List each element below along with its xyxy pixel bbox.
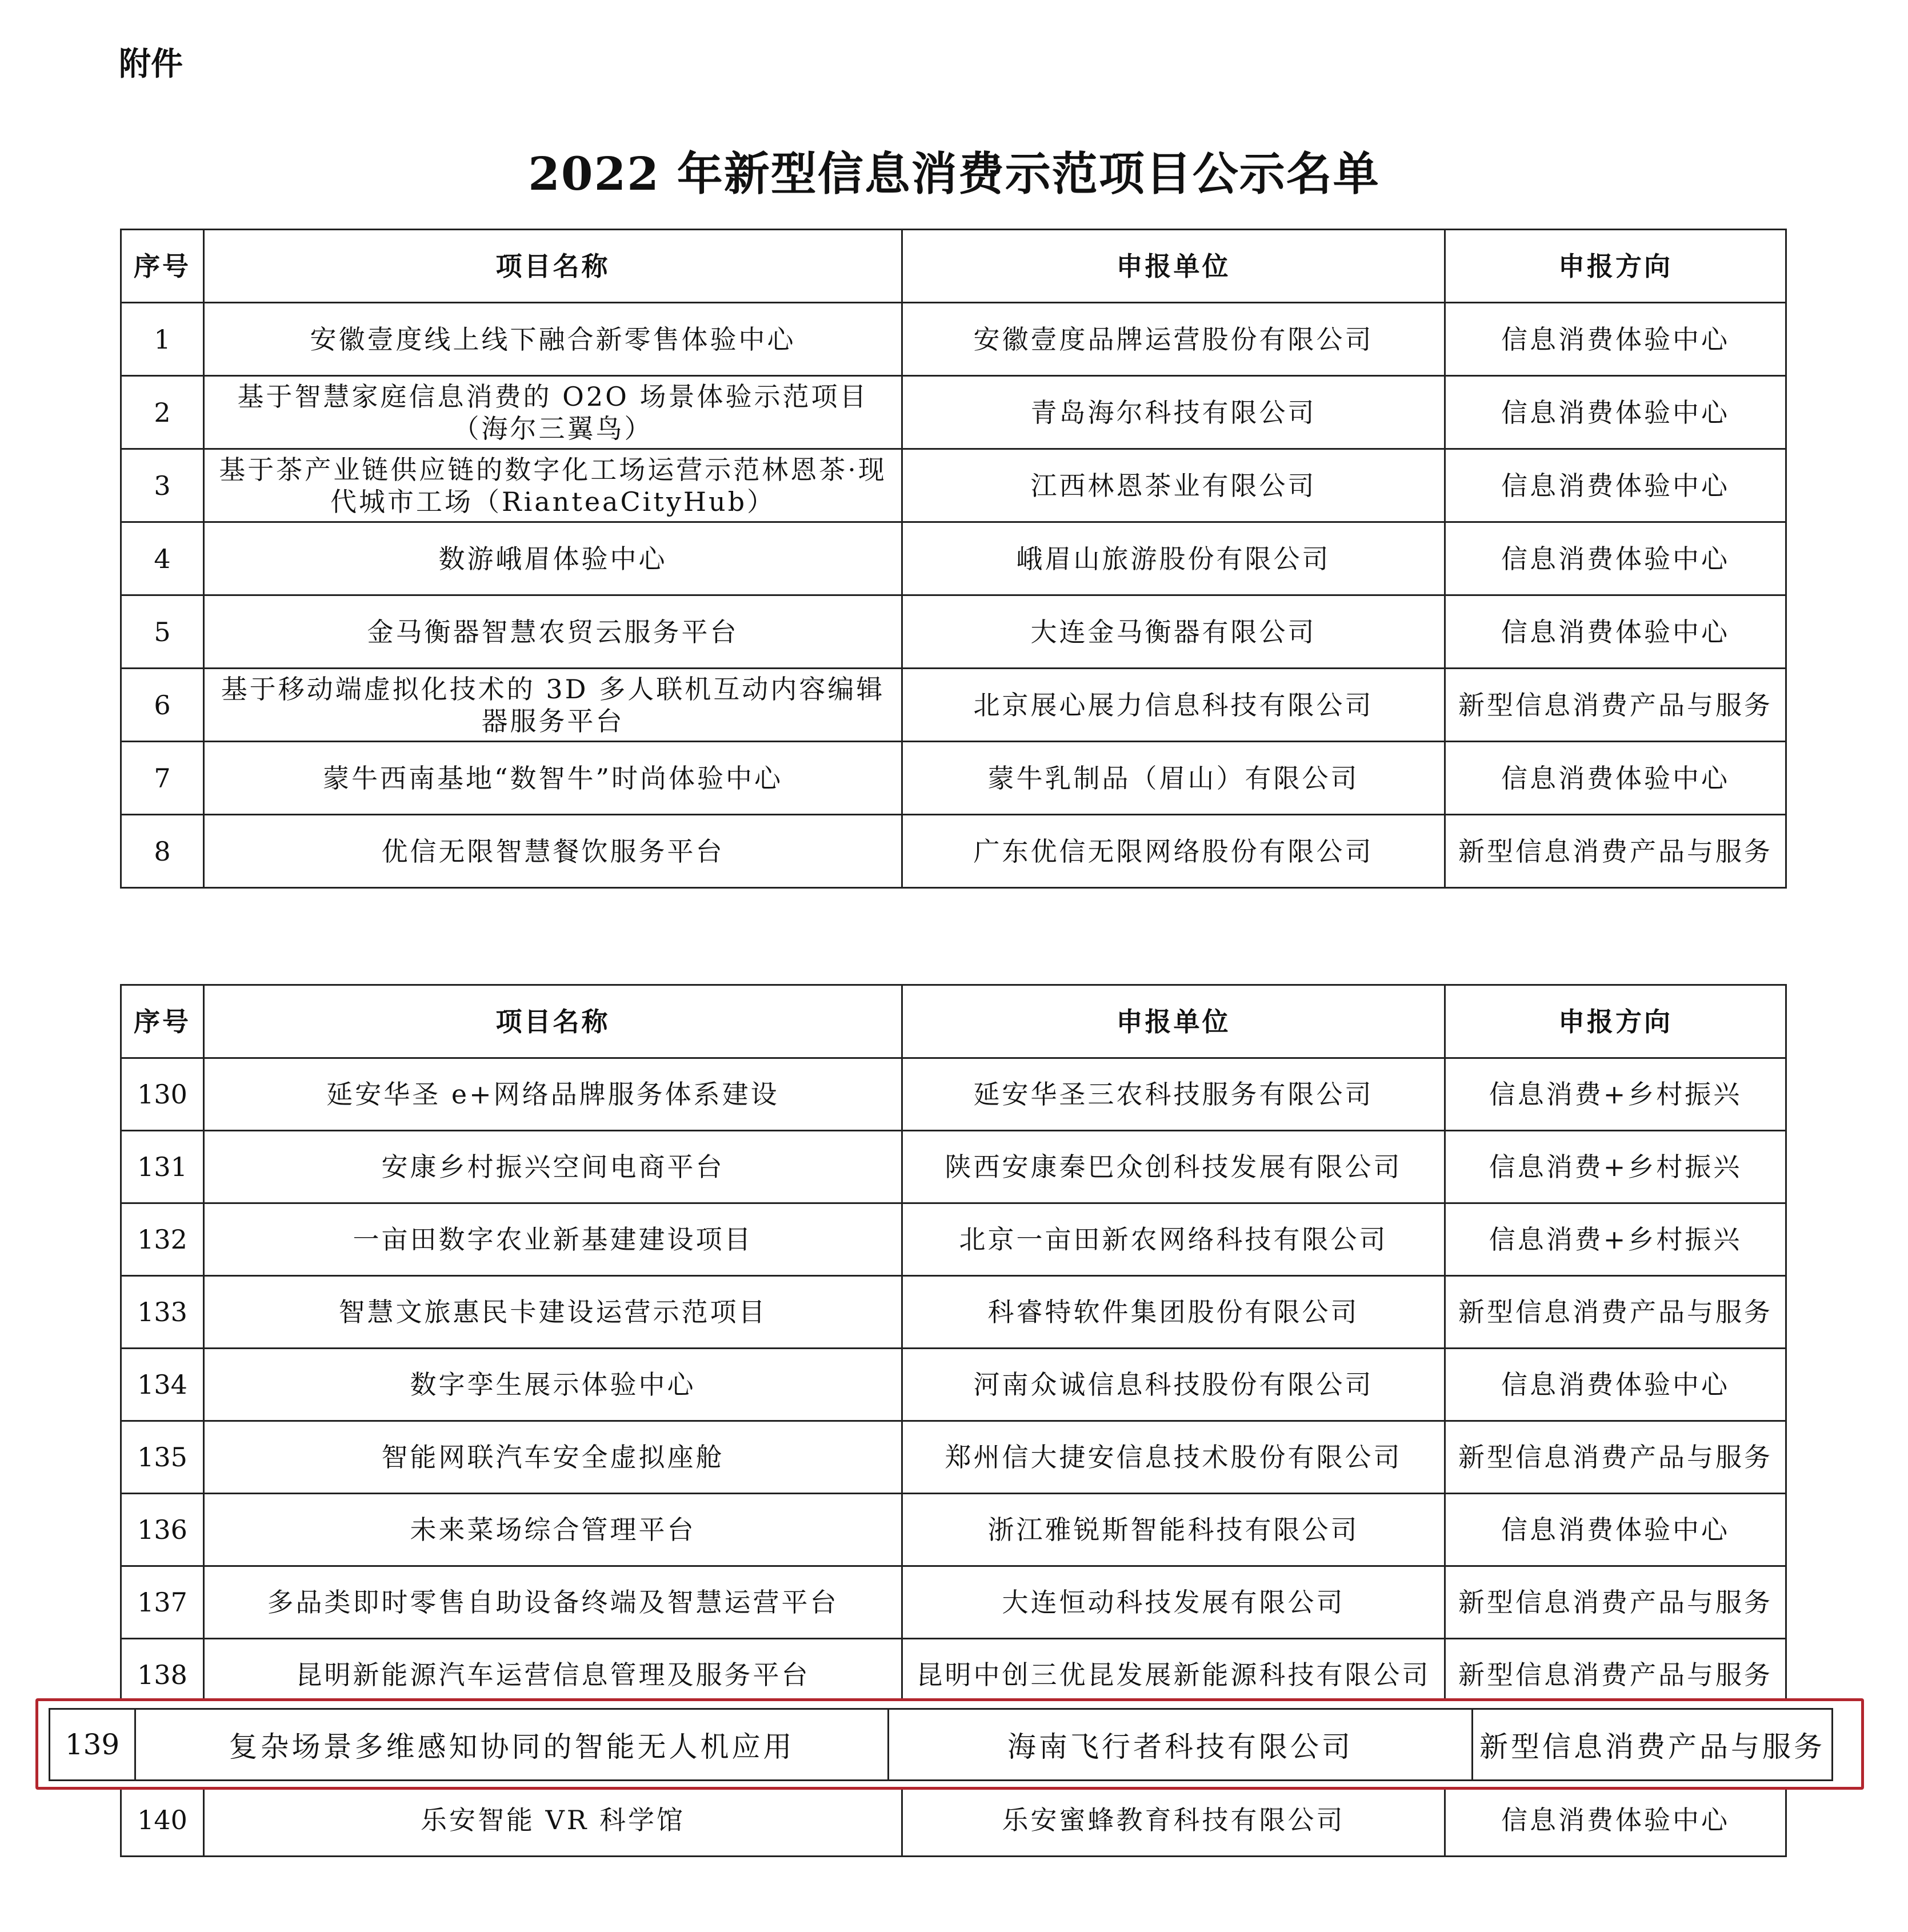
- header-unit: 申报单位: [902, 985, 1445, 1058]
- cell-name: 优信无限智慧餐饮服务平台: [204, 815, 902, 888]
- table-row: [121, 742, 1786, 815]
- cell-direction: 新型信息消费产品与服务: [1445, 1421, 1786, 1494]
- cell-no: 3: [121, 449, 204, 522]
- cell-no: 2: [121, 376, 204, 449]
- cell-name: 昆明新能源汽车运营信息管理及服务平台: [204, 1639, 902, 1711]
- cell-name: 安康乡村振兴空间电商平台: [204, 1131, 902, 1203]
- cell-unit: 广东优信无限网络股份有限公司: [902, 815, 1445, 888]
- cell-direction: 信息消费体验中心: [1445, 1494, 1786, 1566]
- table-row: [121, 522, 1786, 595]
- cell-name: 基于智慧家庭信息消费的 O2O 场景体验示范项目（海尔三翼鸟）: [204, 376, 902, 449]
- cell-no: 132: [121, 1203, 204, 1276]
- table-row: [121, 1203, 1786, 1276]
- table-row: [121, 815, 1786, 888]
- cell-name: 基于移动端虚拟化技术的 3D 多人联机互动内容编辑器服务平台: [204, 669, 902, 742]
- cell-no: 6: [121, 669, 204, 742]
- cell-direction: 信息消费体验中心: [1445, 1784, 1786, 1857]
- table-header-row: [121, 230, 1786, 303]
- highlighted-row: [50, 1709, 1833, 1781]
- cell-no: 137: [121, 1566, 204, 1639]
- highlight-callout: [35, 1698, 1864, 1790]
- cell-no: 4: [121, 522, 204, 595]
- cell-unit: 海南飞行者科技有限公司: [889, 1709, 1473, 1781]
- cell-unit: 浙江雅锐斯智能科技有限公司: [902, 1494, 1445, 1566]
- cell-unit: 大连恒动科技发展有限公司: [902, 1566, 1445, 1639]
- table-header-row: [121, 985, 1786, 1058]
- cell-no: 139: [50, 1709, 135, 1781]
- cell-direction: 信息消费体验中心: [1445, 595, 1786, 669]
- cell-no: 135: [121, 1421, 204, 1494]
- cell-no: 138: [121, 1639, 204, 1711]
- table-row: [121, 669, 1786, 742]
- cell-name: 基于茶产业链供应链的数字化工场运营示范林恩茶·现代城市工场（RianteaCityHub）: [204, 449, 902, 522]
- cell-unit: 北京一亩田新农网络科技有限公司: [902, 1203, 1445, 1276]
- cell-name: 金马衡器智慧农贸云服务平台: [204, 595, 902, 669]
- project-table-1: [120, 229, 1787, 889]
- cell-direction: 信息消费体验中心: [1445, 449, 1786, 522]
- cell-name: 智慧文旅惠民卡建设运营示范项目: [204, 1276, 902, 1349]
- cell-direction: 信息消费+乡村振兴: [1445, 1131, 1786, 1203]
- cell-direction: 新型信息消费产品与服务: [1445, 1276, 1786, 1349]
- cell-name: 未来菜场综合管理平台: [204, 1494, 902, 1566]
- cell-direction: 新型信息消费产品与服务: [1445, 815, 1786, 888]
- cell-name: 安徽壹度线上线下融合新零售体验中心: [204, 303, 902, 376]
- header-name: 项目名称: [204, 985, 902, 1058]
- cell-unit: 大连金马衡器有限公司: [902, 595, 1445, 669]
- cell-unit: 北京展心展力信息科技有限公司: [902, 669, 1445, 742]
- table-row: [121, 1276, 1786, 1349]
- table-row: [121, 1421, 1786, 1494]
- table-row: [121, 1494, 1786, 1566]
- cell-no: 131: [121, 1131, 204, 1203]
- cell-direction: 信息消费体验中心: [1445, 1349, 1786, 1421]
- table-row: [121, 376, 1786, 449]
- cell-direction: 新型信息消费产品与服务: [1445, 1639, 1786, 1711]
- cell-direction: 信息消费+乡村振兴: [1445, 1058, 1786, 1131]
- cell-no: 130: [121, 1058, 204, 1131]
- cell-name: 多品类即时零售自助设备终端及智慧运营平台: [204, 1566, 902, 1639]
- cell-no: 5: [121, 595, 204, 669]
- cell-unit: 陕西安康秦巴众创科技发展有限公司: [902, 1131, 1445, 1203]
- cell-unit: 江西林恩茶业有限公司: [902, 449, 1445, 522]
- table-row: [121, 1784, 1786, 1857]
- attachment-label: 附件: [119, 46, 183, 83]
- header-direction: 申报方向: [1445, 985, 1786, 1058]
- cell-name: 延安华圣 e+网络品牌服务体系建设: [204, 1058, 902, 1131]
- cell-no: 133: [121, 1276, 204, 1349]
- cell-unit: 乐安蜜蜂教育科技有限公司: [902, 1784, 1445, 1857]
- cell-name: 一亩田数字农业新基建建设项目: [204, 1203, 902, 1276]
- table-row: [121, 595, 1786, 669]
- cell-no: 136: [121, 1494, 204, 1566]
- cell-unit: 河南众诚信息科技股份有限公司: [902, 1349, 1445, 1421]
- cell-direction: 新型信息消费产品与服务: [1445, 669, 1786, 742]
- header-name: 项目名称: [204, 230, 902, 303]
- cell-no: 8: [121, 815, 204, 888]
- header-no: 序号: [121, 985, 204, 1058]
- cell-unit: 科睿特软件集团股份有限公司: [902, 1276, 1445, 1349]
- cell-no: 134: [121, 1349, 204, 1421]
- cell-unit: 郑州信大捷安信息技术股份有限公司: [902, 1421, 1445, 1494]
- cell-no: 140: [121, 1784, 204, 1857]
- cell-direction: 信息消费体验中心: [1445, 522, 1786, 595]
- cell-unit: 安徽壹度品牌运营股份有限公司: [902, 303, 1445, 376]
- highlighted-row-table: [49, 1708, 1833, 1781]
- cell-direction: 信息消费+乡村振兴: [1445, 1203, 1786, 1276]
- cell-direction: 信息消费体验中心: [1445, 303, 1786, 376]
- cell-direction: 新型信息消费产品与服务: [1473, 1709, 1833, 1781]
- cell-direction: 信息消费体验中心: [1445, 376, 1786, 449]
- cell-unit: 青岛海尔科技有限公司: [902, 376, 1445, 449]
- header-direction: 申报方向: [1445, 230, 1786, 303]
- table-row: [121, 1131, 1786, 1203]
- cell-unit: 蒙牛乳制品（眉山）有限公司: [902, 742, 1445, 815]
- table-row: [121, 1058, 1786, 1131]
- cell-direction: 新型信息消费产品与服务: [1445, 1566, 1786, 1639]
- header-unit: 申报单位: [902, 230, 1445, 303]
- cell-direction: 信息消费体验中心: [1445, 742, 1786, 815]
- cell-name: 蒙牛西南基地“数智牛”时尚体验中心: [204, 742, 902, 815]
- table-row: [121, 1566, 1786, 1639]
- cell-unit: 延安华圣三农科技服务有限公司: [902, 1058, 1445, 1131]
- header-no: 序号: [121, 230, 204, 303]
- table-row: [121, 449, 1786, 522]
- cell-name: 数游峨眉体验中心: [204, 522, 902, 595]
- cell-unit: 昆明中创三优昆发展新能源科技有限公司: [902, 1639, 1445, 1711]
- page-title: 2022 年新型信息消费示范项目公示名单: [528, 147, 1380, 201]
- cell-no: 7: [121, 742, 204, 815]
- cell-unit: 峨眉山旅游股份有限公司: [902, 522, 1445, 595]
- table-row: [121, 303, 1786, 376]
- cell-name: 智能网联汽车安全虚拟座舱: [204, 1421, 902, 1494]
- cell-name: 数字孪生展示体验中心: [204, 1349, 902, 1421]
- cell-name: 复杂场景多维感知协同的智能无人机应用: [135, 1709, 889, 1781]
- cell-name: 乐安智能 VR 科学馆: [204, 1784, 902, 1857]
- table-row: [121, 1349, 1786, 1421]
- cell-no: 1: [121, 303, 204, 376]
